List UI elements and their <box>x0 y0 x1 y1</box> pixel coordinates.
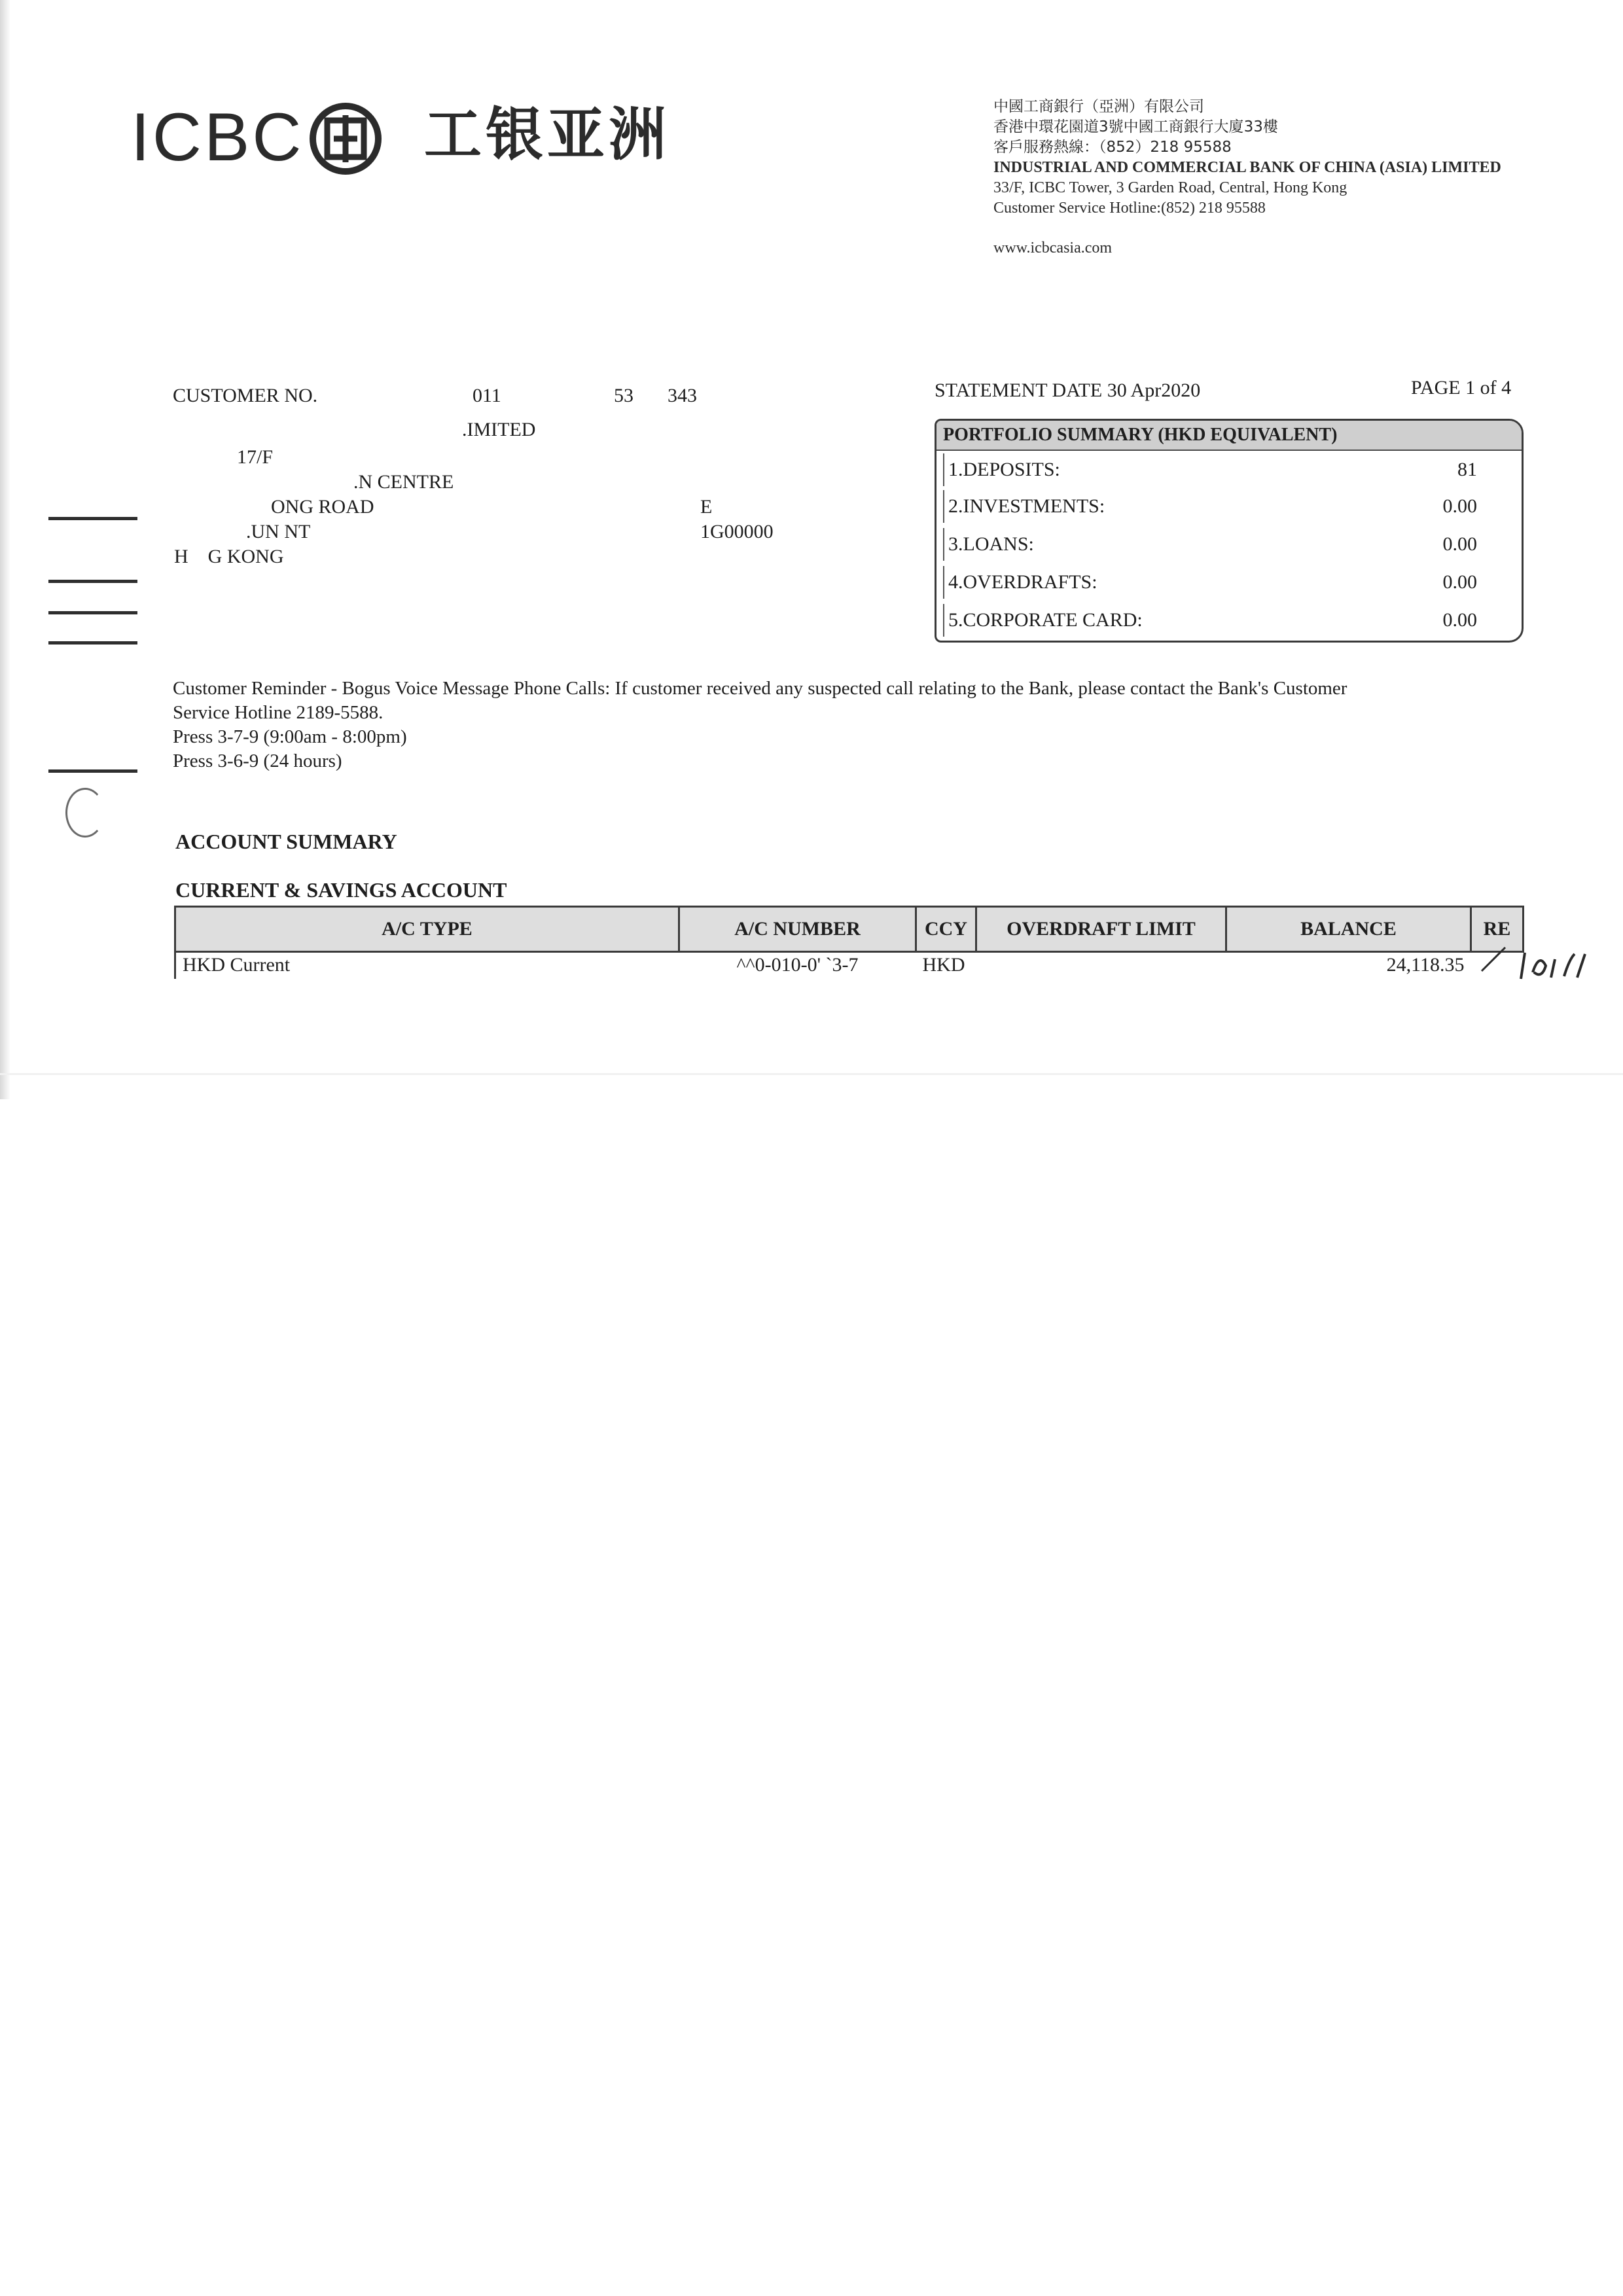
address-line: ONG ROAD <box>271 496 374 518</box>
account-summary-heading: ACCOUNT SUMMARY <box>175 830 397 853</box>
portfolio-row-label: 4.OVERDRAFTS: <box>948 571 1097 593</box>
portfolio-row <box>943 453 1477 486</box>
icbc-emblem-icon <box>309 102 382 175</box>
logo-chinese-text: 工银亚洲 <box>424 101 671 168</box>
handwritten-tick-icon <box>1479 940 1590 985</box>
portfolio-summary-title: PORTFOLIO SUMMARY (HKD EQUIVALENT) <box>936 421 1522 451</box>
logo-latin-text: ICBC <box>131 99 304 175</box>
address-line: .N CENTRE <box>353 471 454 493</box>
portfolio-row-label: 3.LOANS: <box>948 533 1034 555</box>
customer-number-part: 011 <box>473 385 501 406</box>
portfolio-row-value: 0.00 <box>1442 495 1477 517</box>
current-savings-heading: CURRENT & SAVINGS ACCOUNT <box>175 878 507 902</box>
address-side-code: E <box>700 496 713 518</box>
customer-reminder <box>173 677 1508 773</box>
col-header-overdraft: OVERDRAFT LIMIT <box>976 907 1226 952</box>
bank-website: www.icbcasia.com <box>993 239 1113 256</box>
statement-date: STATEMENT DATE 30 Apr2020 <box>935 380 1201 401</box>
customer-number-part: 53 <box>614 385 633 406</box>
portfolio-row <box>943 604 1477 637</box>
portfolio-row-value: 0.00 <box>1442 533 1477 555</box>
cell-account-number: ^^0-010-0' `3-7 <box>736 954 859 976</box>
bank-contact-block <box>993 97 1501 219</box>
col-header-type: A/C TYPE <box>175 907 679 952</box>
portfolio-row-value: 0.00 <box>1442 571 1477 593</box>
portfolio-summary-box <box>935 419 1524 643</box>
bank-name-cn: 中國工商銀行（亞洲）有限公司 <box>993 98 1204 115</box>
col-header-balance: BALANCE <box>1226 907 1471 952</box>
table-header-row <box>175 907 1524 952</box>
portfolio-row <box>943 490 1477 523</box>
portfolio-row-value: 81 <box>1457 459 1477 480</box>
address-line: H G KONG <box>174 546 284 567</box>
bank-hotline-cn: 客戶服務熱線：（852）218 95588 <box>993 139 1232 156</box>
page-number: PAGE 1 of 4 <box>1411 377 1512 398</box>
reminder-line: Service Hotline 2189-5588. <box>173 702 383 723</box>
bank-address-en: 33/F, ICBC Tower, 3 Garden Road, Central, Hong Kong <box>993 179 1347 196</box>
bank-name-en: INDUSTRIAL AND COMMERCIAL BANK OF CHINA (ASIA) LIMITED <box>993 159 1501 176</box>
col-header-number: A/C NUMBER <box>679 907 916 952</box>
address-side-code: 1G00000 <box>700 521 774 542</box>
portfolio-row-label: 5.CORPORATE CARD: <box>948 609 1143 631</box>
accounts-table <box>174 906 1524 979</box>
cell-overdraft-limit <box>976 952 1226 980</box>
address-line: .IMITED <box>462 419 536 440</box>
scan-edge-shading <box>0 0 10 1099</box>
customer-number-part: 343 <box>668 385 697 406</box>
portfolio-row-value: 0.00 <box>1442 609 1477 631</box>
reminder-line: Customer Reminder - Bogus Voice Message Phone Calls: If customer received any suspected call relating to the Bank, please contact the Bank's Customer <box>173 678 1347 699</box>
scan-page-end <box>0 1073 1623 1075</box>
cell-account-type: HKD Current <box>175 952 679 980</box>
portfolio-row <box>943 528 1477 561</box>
margin-mark <box>48 641 137 645</box>
reminder-line: Press 3-7-9 (9:00am - 8:00pm) <box>173 726 407 747</box>
margin-mark <box>48 611 137 614</box>
col-header-re: RE <box>1471 907 1524 952</box>
cell-balance: 24,118.35 <box>1386 954 1465 976</box>
address-line: .UN NT <box>246 521 311 542</box>
table-row <box>175 952 1524 980</box>
portfolio-row-label: 1.DEPOSITS: <box>948 459 1060 480</box>
address-line: 17/F <box>237 446 274 468</box>
reminder-line: Press 3-6-9 (24 hours) <box>173 751 342 771</box>
customer-number-label: CUSTOMER NO. <box>173 385 318 406</box>
margin-mark <box>48 517 137 520</box>
bank-address-cn: 香港中環花園道3號中國工商銀行大廈33樓 <box>993 118 1278 135</box>
portfolio-row-label: 2.INVESTMENTS: <box>948 495 1105 517</box>
margin-mark <box>48 769 137 773</box>
portfolio-row <box>943 566 1477 599</box>
margin-mark <box>48 580 137 583</box>
punch-hole-icon <box>65 788 105 838</box>
col-header-ccy: CCY <box>916 907 976 952</box>
bank-hotline-en: Customer Service Hotline:(852) 218 95588 <box>993 200 1266 217</box>
cell-currency: HKD <box>922 954 965 976</box>
